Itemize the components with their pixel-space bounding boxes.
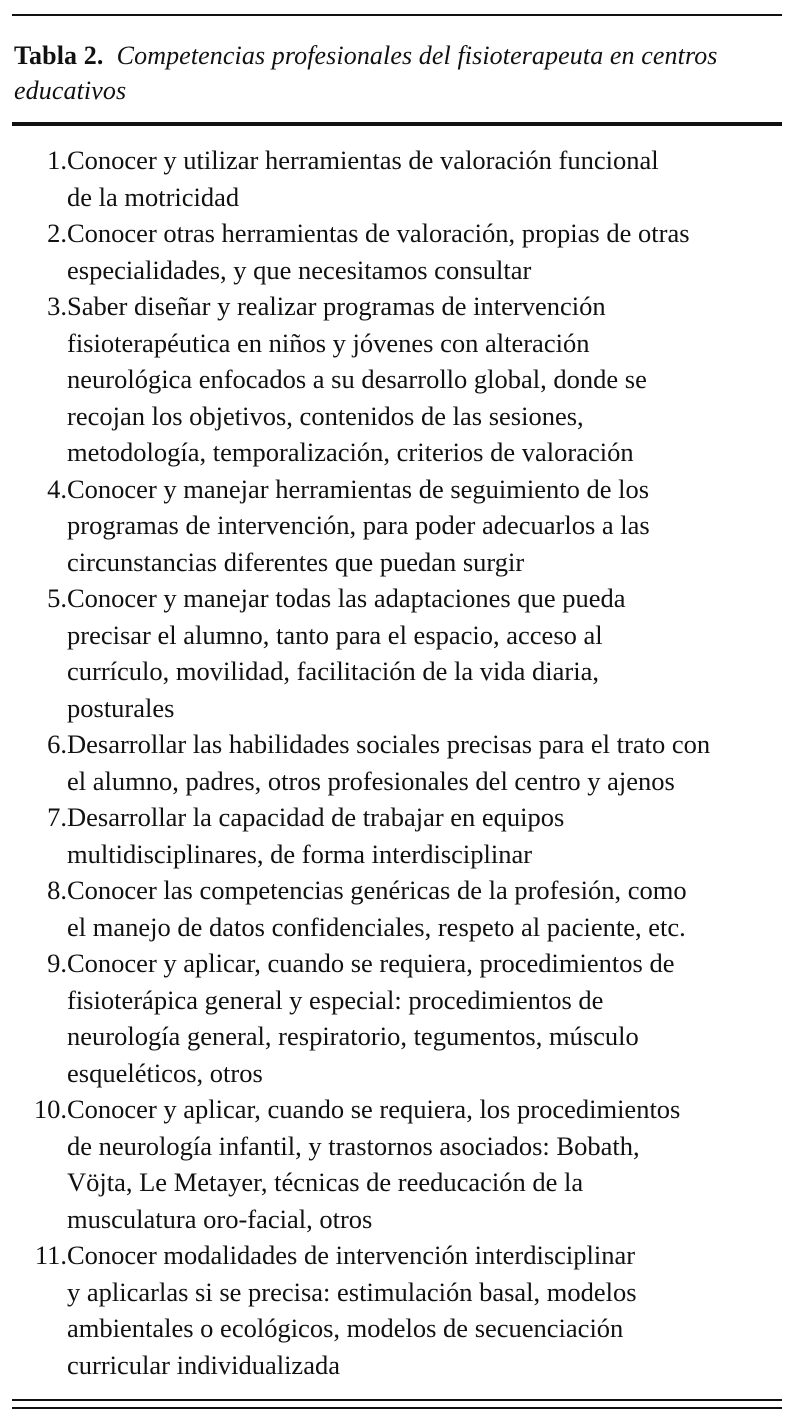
item-number: 6. [47, 729, 67, 759]
item-text: Saber diseñar y realizar programas de intervención fisioterapéutica en niños y jóvenes con alteración neurológica enfocados a su desarrollo global, donde se recojan los objetivos, contenidos de las sesiones, metodología, temporalización, criterios de valoración [67, 291, 647, 467]
item-text: Conocer las competencias genéricas de la profesión, como el manejo de datos confidenciales, respeto al paciente, etc. [67, 875, 687, 942]
list-item [12, 580, 782, 726]
competency-list [12, 142, 782, 1383]
item-text: Desarrollar las habilidades sociales precisas para el trato con el alumno, padres, otros profesionales del centro y ajenos [67, 729, 711, 796]
item-number: 1. [47, 145, 67, 175]
list-item [12, 726, 782, 799]
item-number: 9. [47, 948, 67, 978]
header-rule [12, 122, 782, 126]
list-item [12, 215, 782, 288]
top-rule [12, 14, 782, 16]
table-2 [12, 14, 782, 1409]
list-item [12, 288, 782, 471]
item-number: 7. [47, 802, 67, 832]
item-number: 8. [47, 875, 67, 905]
list-item [12, 1237, 782, 1383]
list-item [12, 1091, 782, 1237]
item-number: 3. [47, 291, 67, 321]
table-title: Competencias profesionales del fisioterapeuta en centros educativos [14, 41, 718, 105]
item-text: Conocer y manejar herramientas de seguimiento de los programas de intervención, para poder adecuarlos a las circunstancias diferentes que puedan surgir [67, 473, 650, 577]
list-item [12, 872, 782, 945]
item-number: 5. [47, 583, 67, 613]
item-text: Desarrollar la capacidad de trabajar en equipos multidisciplinares, de forma interdisciplinar [67, 802, 565, 869]
item-text: Conocer y aplicar, cuando se requiera, los procedimientos de neurología infantil, y trastornos asociados: Bobath, Vöjta, Le Metayer, técnicas de reeducación de la musculatura oro-facial, otros [67, 1094, 681, 1234]
item-text: Conocer modalidades de intervención interdisciplinar y aplicarlas si se precisa: estimulación basal, modelos ambientales o ecológicos, modelos de secuenciación curricular individualizada [67, 1240, 637, 1380]
list-item [12, 471, 782, 581]
table-caption [14, 38, 782, 108]
item-text: Conocer y utilizar herramientas de valoración funcional de la motricidad [67, 145, 659, 212]
item-number: 2. [47, 218, 67, 248]
item-text: Conocer y manejar todas las adaptaciones que pueda precisar el alumno, tanto para el espacio, acceso al currículo, movilidad, facilitación de la vida diaria, posturales [67, 583, 626, 723]
item-number: 10. [33, 1094, 67, 1124]
item-number: 4. [47, 473, 67, 504]
list-item [12, 945, 782, 1091]
item-text: Conocer otras herramientas de valoración, propias de otras especialidades, y que necesitamos consultar [67, 218, 690, 285]
list-item [12, 142, 782, 215]
table-label: Tabla 2. [14, 41, 104, 70]
bottom-double-rule [12, 1399, 782, 1409]
list-item [12, 799, 782, 872]
item-text: Conocer y aplicar, cuando se requiera, procedimientos de fisioterápica general y especial: procedimientos de neurología general, respiratorio, tegumentos, músculo esqueléticos, otros [67, 948, 675, 1088]
item-number: 11. [34, 1240, 67, 1270]
